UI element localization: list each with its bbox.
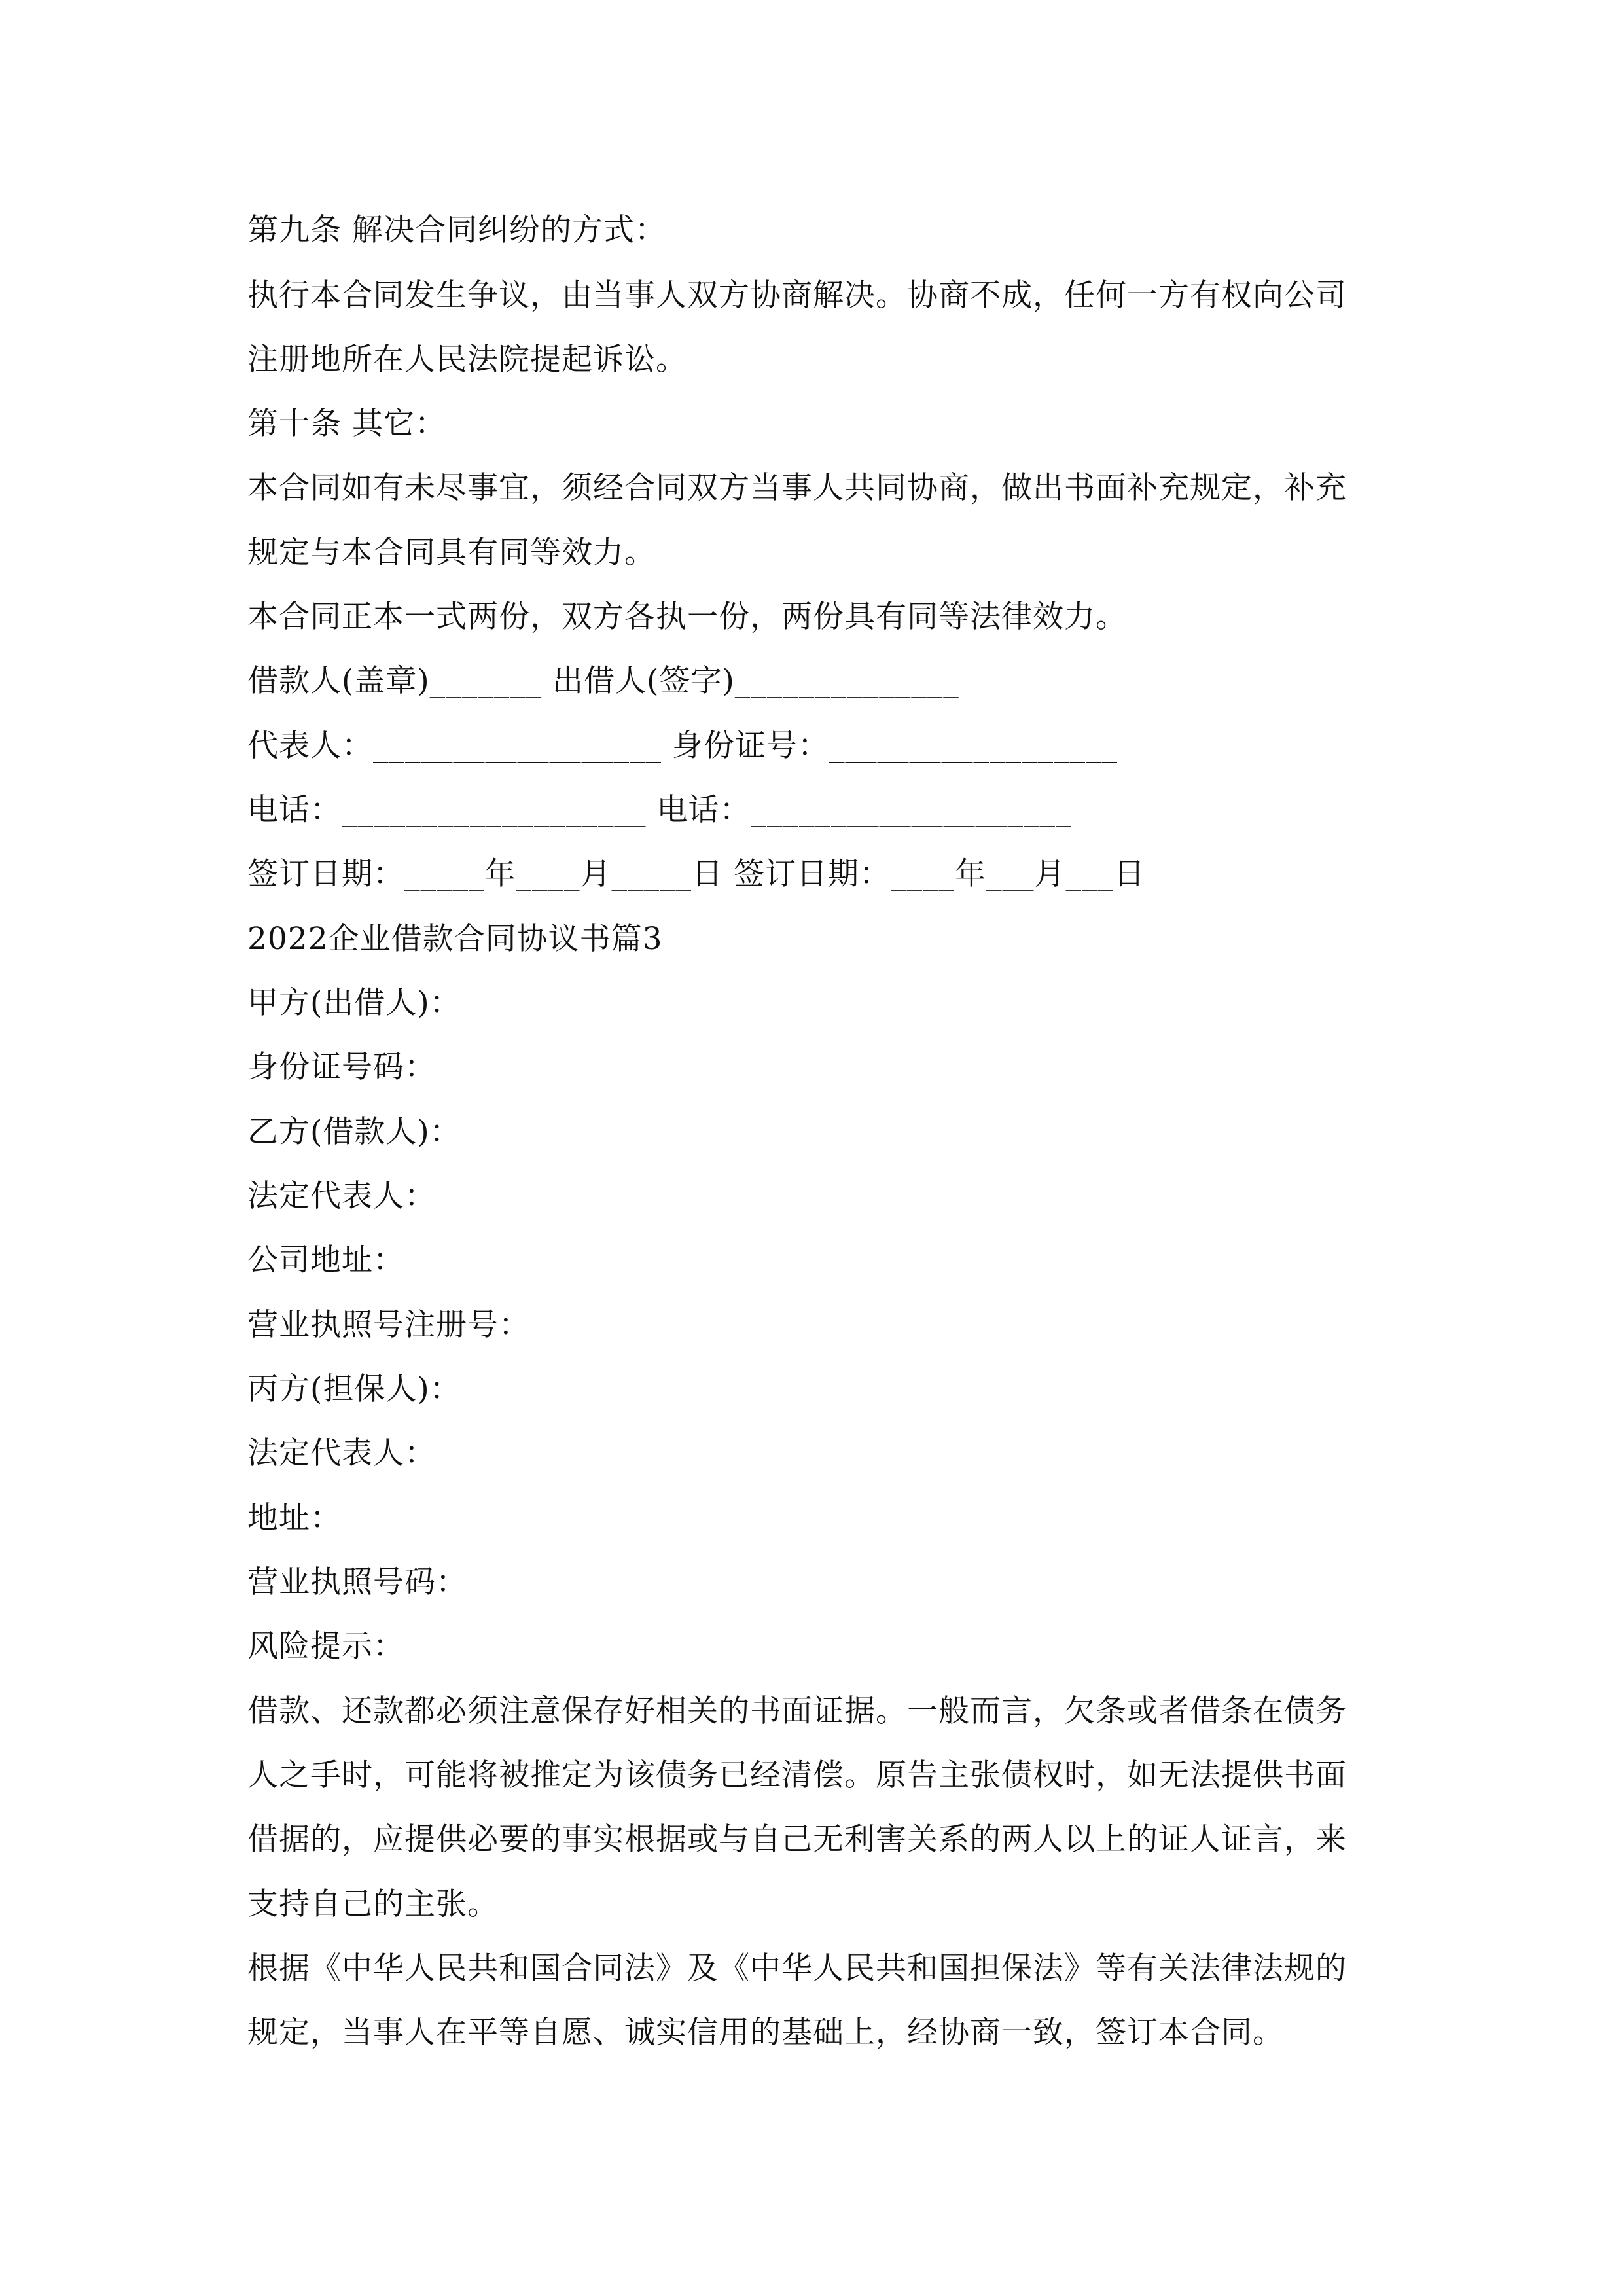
field-line: 丙方(担保人)： <box>247 1371 461 1407</box>
paragraph-line: 规定，当事人在平等自愿、诚实信用的基础上，经协商一致，签订本合同。 <box>247 2015 1284 2051</box>
field-line: 法定代表人： <box>247 1178 436 1214</box>
field-line: 甲方(出借人)： <box>247 985 461 1021</box>
field-line: 乙方(借款人)： <box>247 1114 461 1150</box>
field-line: 法定代表人： <box>247 1435 436 1471</box>
section-title: 2022企业借款合同协议书篇3 <box>247 921 663 957</box>
field-line: 地址： <box>247 1500 342 1536</box>
field-line: 公司地址： <box>247 1242 404 1278</box>
article-10-heading: 第十条 其它： <box>247 406 446 442</box>
risk-heading: 风险提示： <box>247 1628 404 1664</box>
field-line: 营业执照号注册号： <box>247 1307 530 1343</box>
phone-line: 电话：___________________ 电话：____________________ <box>247 792 1072 828</box>
signature-line: 借款人(盖章)_______ 出借人(签字)______________ <box>247 663 959 699</box>
paragraph-line: 根据《中华人民共和国合同法》及《中华人民共和国担保法》等有关法律法规的 <box>247 1950 1347 1986</box>
article-9-heading: 第九条 解决合同纠纷的方式： <box>247 212 666 248</box>
paragraph-line: 借据的，应提供必要的事实根据或与自己无利害关系的两人以上的证人证言，来 <box>247 1821 1347 1857</box>
date-line: 签订日期：_____年____月_____日 签订日期：____年___月___日 <box>247 856 1145 892</box>
paragraph-line: 本合同正本一式两份，双方各执一份，两份具有同等法律效力。 <box>247 599 1127 635</box>
paragraph-line: 规定与本合同具有同等效力。 <box>247 535 656 571</box>
representative-line: 代表人：__________________ 身份证号：__________________ <box>247 728 1118 764</box>
paragraph-line: 支持自己的主张。 <box>247 1886 499 1922</box>
paragraph-line: 借款、还款都必须注意保存好相关的书面证据。一般而言，欠条或者借条在债务 <box>247 1693 1347 1729</box>
field-line: 营业执照号码： <box>247 1564 467 1600</box>
paragraph-line: 本合同如有未尽事宜，须经合同双方当事人共同协商，做出书面补充规定，补充 <box>247 470 1347 506</box>
field-line: 身份证号码： <box>247 1049 436 1085</box>
paragraph-line: 注册地所在人民法院提起诉讼。 <box>247 342 687 378</box>
paragraph-line: 执行本合同发生争议，由当事人双方协商解决。协商不成，任何一方有权向公司 <box>247 278 1347 314</box>
paragraph-line: 人之手时，可能将被推定为该债务已经清偿。原告主张债权时，如无法提供书面 <box>247 1757 1347 1793</box>
